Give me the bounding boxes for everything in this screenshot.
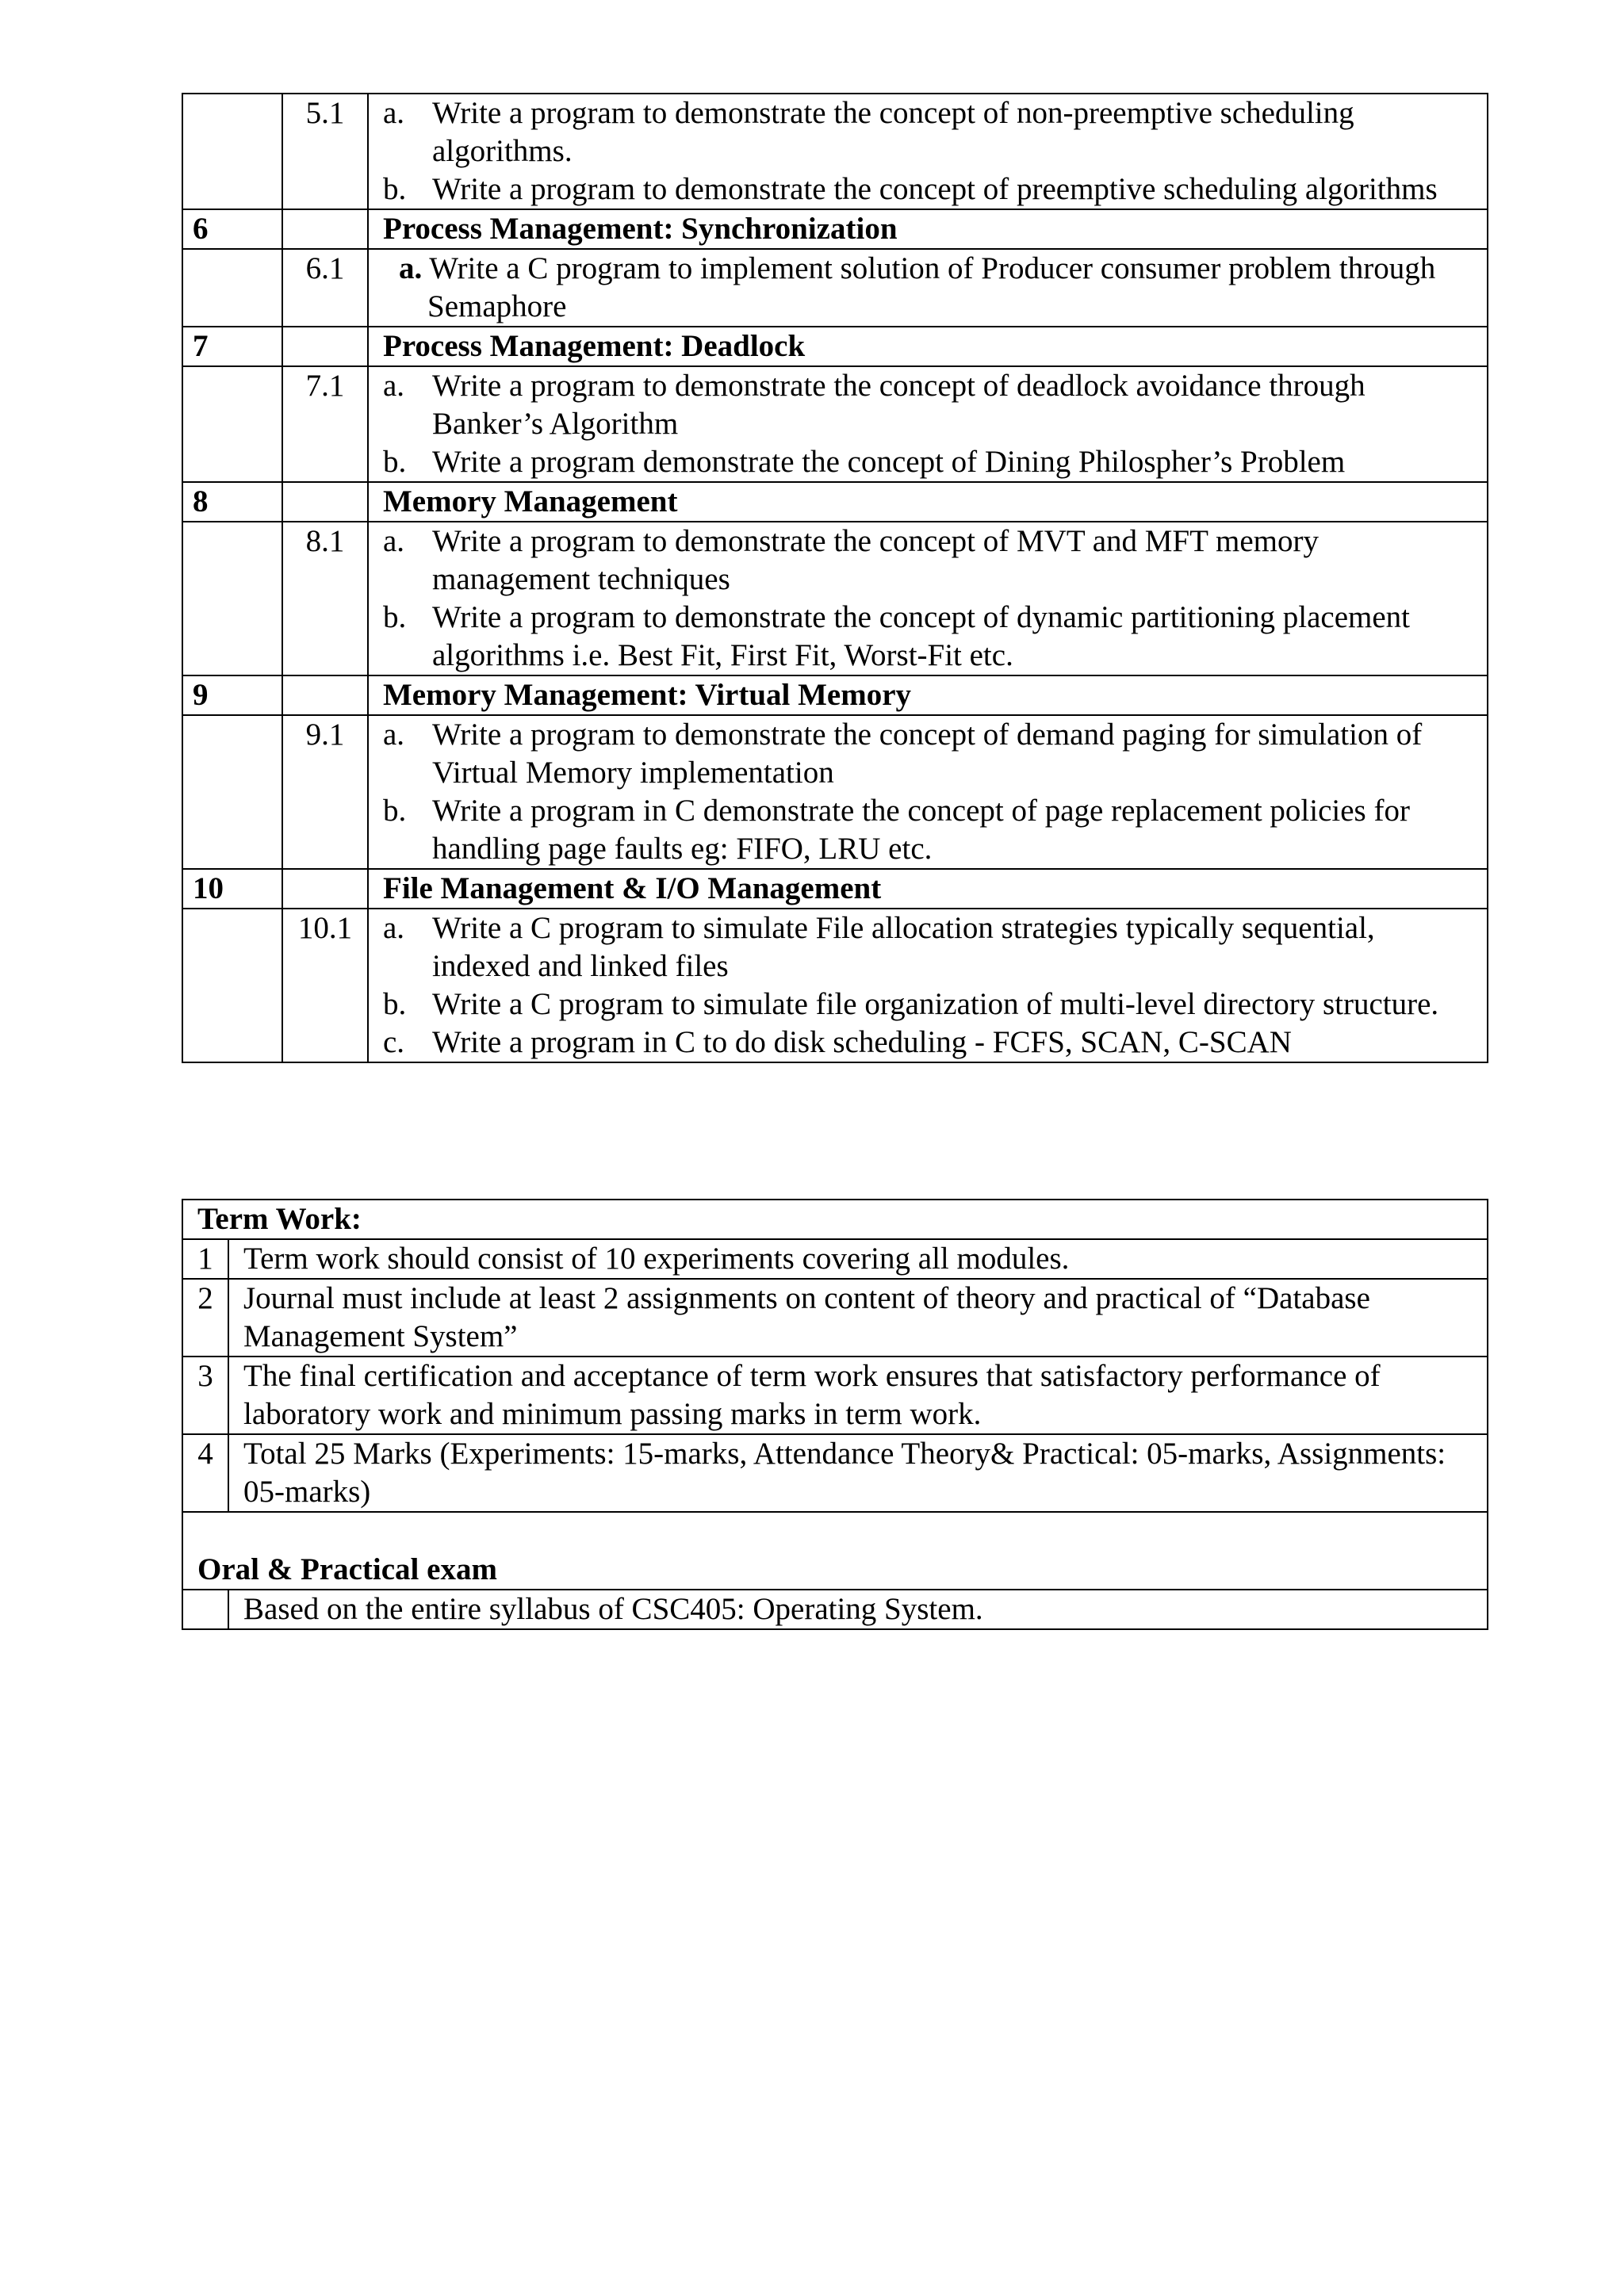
table-row: [182, 715, 1488, 869]
submodule-number-cell: [282, 209, 368, 249]
item-text: Write a program in C demonstrate the concept of page replacement policies for handling page faults eg: FIFO, LRU etc.: [432, 794, 1410, 866]
term-work-number: 4: [182, 1434, 228, 1512]
module-title: File Management & I/O Management: [368, 869, 1488, 909]
list-item: [383, 599, 1477, 675]
item-text: Write a C program to simulate File allocation strategies typically sequential, indexed and linked files: [432, 911, 1375, 983]
item-text: Write a C program to implement solution of Producer consumer problem through Semaphore: [427, 251, 1436, 323]
item-marker: b.: [383, 172, 407, 206]
item-marker: b.: [383, 445, 407, 479]
item-marker: c.: [383, 1025, 405, 1059]
module-number-cell: [182, 249, 282, 327]
experiment-list: [368, 249, 1488, 327]
list-item: [383, 443, 1477, 481]
table-row: [182, 869, 1488, 909]
item-text: Write a program to demonstrate the concept of non-preemptive scheduling algorithms.: [432, 96, 1354, 168]
submodule-number: 6.1: [282, 249, 368, 327]
module-number-cell: [182, 909, 282, 1062]
submodule-number-cell: [282, 482, 368, 522]
submodule-number: 9.1: [282, 715, 368, 869]
experiment-list: [368, 715, 1488, 869]
list-item: [383, 250, 1477, 326]
table-row: [182, 1239, 1488, 1279]
module-title: Memory Management: Virtual Memory: [368, 675, 1488, 715]
experiment-list: [368, 94, 1488, 209]
table-row: [182, 1200, 1488, 1239]
item-marker: a.: [383, 96, 405, 130]
item-marker: a.: [383, 718, 405, 752]
syllabus-table: [182, 93, 1488, 1063]
item-marker: a.: [383, 524, 405, 558]
module-title: Process Management: Synchronization: [368, 209, 1488, 249]
module-number-cell: [182, 94, 282, 209]
module-number: 10: [182, 869, 282, 909]
table-row: [182, 909, 1488, 1062]
oral-number-cell: [182, 1590, 228, 1629]
item-marker: b.: [383, 600, 407, 634]
item-text: Write a program demonstrate the concept of Dining Philospher’s Problem: [432, 445, 1346, 479]
term-work-text: The final certification and acceptance of term work ensures that satisfactory performance of laboratory work and minimum passing marks in term work.: [228, 1357, 1488, 1434]
term-work-number: 3: [182, 1357, 228, 1434]
list-item: [383, 792, 1477, 868]
list-item: [383, 1024, 1477, 1062]
term-work-heading: Term Work:: [182, 1200, 1488, 1239]
list-item: [383, 170, 1477, 209]
item-marker: a.: [383, 369, 405, 403]
item-text: Write a program to demonstrate the concept of deadlock avoidance through Banker’s Algorithm: [432, 369, 1365, 441]
module-title: Memory Management: [368, 482, 1488, 522]
term-work-text: Journal must include at least 2 assignments on content of theory and practical of “Database Management System”: [228, 1279, 1488, 1357]
submodule-number: 5.1: [282, 94, 368, 209]
table-row: [182, 209, 1488, 249]
list-item: [383, 716, 1477, 792]
item-text: Write a program to demonstrate the concept of preemptive scheduling algorithms: [432, 172, 1438, 206]
table-row: [182, 1279, 1488, 1357]
table-row: [182, 366, 1488, 482]
module-number: 8: [182, 482, 282, 522]
table-row: [182, 249, 1488, 327]
list-item: [383, 94, 1477, 170]
submodule-number: 8.1: [282, 522, 368, 675]
term-work-number: 1: [182, 1239, 228, 1279]
item-text: Write a program to demonstrate the concept of MVT and MFT memory management techniques: [432, 524, 1319, 596]
module-number: 9: [182, 675, 282, 715]
list-item: [383, 367, 1477, 443]
module-number-cell: [182, 366, 282, 482]
item-marker: b.: [383, 987, 407, 1021]
item-marker: a.: [399, 251, 423, 285]
submodule-number-cell: [282, 869, 368, 909]
list-item: [383, 522, 1477, 599]
table-row: [182, 1590, 1488, 1629]
table-row: [182, 482, 1488, 522]
table-row: [182, 675, 1488, 715]
experiment-list: [368, 909, 1488, 1062]
term-work-number: 2: [182, 1279, 228, 1357]
table-row: [182, 1512, 1488, 1590]
module-number: 7: [182, 327, 282, 366]
item-text: Write a C program to simulate file organization of multi-level directory structure.: [432, 987, 1439, 1021]
item-marker: b.: [383, 794, 407, 828]
oral-practical-text: Based on the entire syllabus of CSC405: Operating System.: [228, 1590, 1488, 1629]
term-work-text: Term work should consist of 10 experiments covering all modules.: [228, 1239, 1488, 1279]
experiment-list: [368, 366, 1488, 482]
experiment-list: [368, 522, 1488, 675]
module-number-cell: [182, 715, 282, 869]
item-text: Write a program to demonstrate the concept of dynamic partitioning placement algorithms i.e. Best Fit, First Fit, Worst-Fit etc.: [432, 600, 1410, 672]
module-title: Process Management: Deadlock: [368, 327, 1488, 366]
table-row: [182, 1357, 1488, 1434]
table-row: [182, 522, 1488, 675]
module-number-cell: [182, 522, 282, 675]
term-work-text: Total 25 Marks (Experiments: 15-marks, Attendance Theory& Practical: 05-marks, Assignments: 05-marks): [228, 1434, 1488, 1512]
submodule-number: 10.1: [282, 909, 368, 1062]
table-row: [182, 94, 1488, 209]
submodule-number-cell: [282, 327, 368, 366]
module-number: 6: [182, 209, 282, 249]
list-item: [383, 985, 1477, 1024]
item-text: Write a program to demonstrate the concept of demand paging for simulation of Virtual Memory implementation: [432, 718, 1423, 790]
term-work-table: [182, 1199, 1488, 1630]
submodule-number: 7.1: [282, 366, 368, 482]
submodule-number-cell: [282, 675, 368, 715]
item-text: Write a program in C to do disk scheduling - FCFS, SCAN, C-SCAN: [432, 1025, 1292, 1059]
list-item: [383, 909, 1477, 985]
table-row: [182, 1434, 1488, 1512]
table-row: [182, 327, 1488, 366]
item-marker: a.: [383, 911, 405, 945]
oral-practical-heading: Oral & Practical exam: [182, 1512, 1488, 1590]
